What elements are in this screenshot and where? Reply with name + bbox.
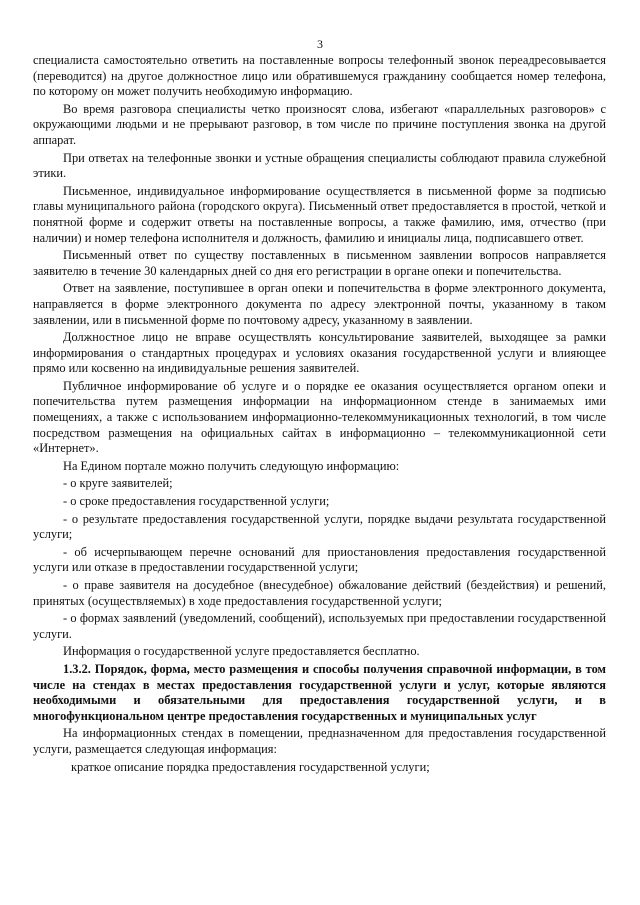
paragraph-continuation: специалиста самостоятельно ответить на поставленные вопросы телефонный звонок переадресовывается (переводится) на другое должностное лицо или обратившемуся гражданину сообщается номер телефона, по которому он может получить необходимую информацию. [33,53,606,99]
page-number: 3 [317,37,323,51]
paragraph-public-info: Публичное информирование об услуге и о порядке ее оказания осуществляется органом опеки и попечительства путем размещения информации на информационном стенде в занимаемых ими помещениях, а также с использованием информационно-телекоммуникационных технологий, в том числе посредством размещения на официальных сайтах в информационно – телекоммуникационной сети «Интернет». [33,378,606,456]
paragraph-consulting-limits: Должностное лицо не вправе осуществлять консультирование заявителей, выходящее за рамки информирования о стандартных процедурах и условиях оказания государственной услуги и влияющее прямо или косвенно на индивидуальные решения заявителей. [33,330,606,376]
paragraph-stands-intro: На информационных стендах в помещении, предназначенном для предоставления государственной услуги, размещается следующая информация: [33,726,606,756]
list-item: - о праве заявителя на досудебное (внесудебное) обжалование действий (бездействия) и решений, принятых (осуществляемых) в ходе предоставления государственной услуги; [33,578,606,608]
list-item: - о результате предоставления государственной услуги, порядке выдачи результата государственной услуги; [33,511,606,542]
document-body [33,53,606,777]
list-item: - о сроке предоставления государственной услуги; [63,494,330,509]
paragraph-portal-intro: На Едином портале можно получить следующую информацию: [63,458,400,473]
paragraph-conversation: Во время разговора специалисты четко произносят слова, избегают «параллельных разговоров» с окружающими людьми и не прерывают разговор, в том числе по причине поступления звонка на другой аппарат. [33,101,606,147]
paragraph-free-info: Информация о государственной услуге предоставляется бесплатно. [63,644,420,659]
paragraph-written-info: Письменное, индивидуальное информирование осуществляется в письменной форме за подписью главы муниципального района (городского округа). Письменный ответ предоставляется в простой, четкой и понятной форме и содержит ответы на поставленные вопросы, а также фамилию, имя, отчество (при наличии) и номер телефона исполнителя и должность, фамилию и инициалы лица, подписавшего ответ. [33,183,606,245]
section-heading: 1.3.2. Порядок, форма, место размещения и способы получения справочной информации, в том числе на стендах в местах предоставления государственной услуги и услуг, которые являются необходимыми и обязательными для предоставления государственной услуги, и в многофункциональном центре предоставления государственных и муниципальных услуг [33,661,606,723]
paragraph-written-answer: Письменный ответ по существу поставленных в письменном заявлении вопросов направляется заявителю в течение 30 календарных дней со дня его регистрации в органе опеки и попечительства. [33,248,606,278]
list-item: - о круге заявителей; [63,476,173,491]
list-item: - о формах заявлений (уведомлений, сообщений), используемых при предоставлении государственной услуги. [33,611,606,641]
list-item: - об исчерпывающем перечне оснований для приостановления предоставления государственной услуги или отказе в предоставлении государственной услуги; [33,544,606,575]
paragraph-electronic-answer: Ответ на заявление, поступившее в орган опеки и попечительства в форме электронного документа, направляется в форме электронного документа по адресу электронной почты, указанному в таком заявлении, или в письменной форме по почтовому адресу, указанному в заявлении. [33,281,606,327]
stands-list-item: краткое описание порядка предоставления государственной услуги; [71,759,430,774]
paragraph-ethics: При ответах на телефонные звонки и устные обращения специалисты соблюдают правила служебной этики. [33,150,606,181]
